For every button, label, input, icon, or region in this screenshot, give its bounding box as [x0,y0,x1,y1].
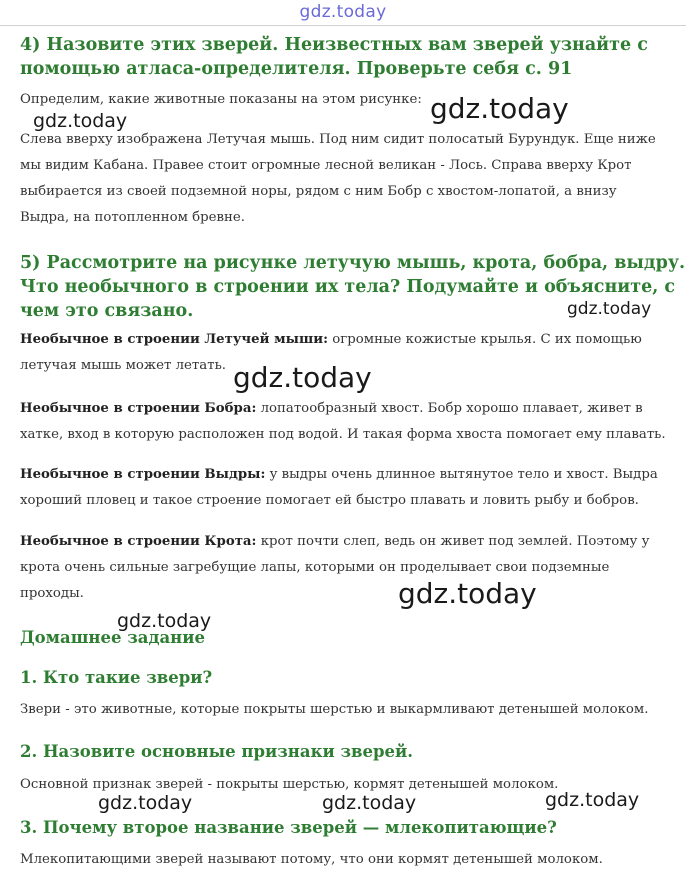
q5-mole-label: Необычное в строении Крота: [20,534,257,549]
q4-answer-line-1: Слева вверху изображена Летучая мышь. Под ним сидит полосатый Бурундук. Еще ниже [20,132,656,147]
q5-beaver-line-2: хатке, вход в которую расположен под водой. И такая форма хвоста помогает ему плавать. [20,427,666,442]
q4-title-line-1: 4) Назовите этих зверей. Неизвестных вам зверей узнайте с [20,35,648,55]
hw-q3-answer: Млекопитающими зверей называют потому, что они кормят детенышей молоком. [20,852,603,867]
q5-beaver-line-1 [20,396,680,422]
q5-mole-line-2: крота очень сильные загребущие лапы, которыми он проделывает свои подземные [20,560,610,575]
q5-otter-text: у выдры очень длинное вытянутое тело и хвост. Выдра [265,467,658,482]
watermark-text: gdz.today [117,610,212,632]
q5-otter-label: Необычное в строении Выдры: [20,467,266,482]
hw-q1-title: 1. Кто такие звери? [20,668,213,687]
watermark-text: gdz.today [98,792,193,814]
q5-bat-line-1 [20,327,680,353]
q5-mole-line-1 [20,529,680,555]
q5-otter-line-2: хороший пловец и такое строение помогает ей быстро плавать и ловить рыбу и бобров. [20,493,639,508]
hw-q1-answer: Звери - это животные, которые покрыты шерстью и выкармливают детенышей молоком. [20,702,649,717]
q5-beaver-text: лопатообразный хвост. Бобр хорошо плавает, живет в [256,401,643,416]
hw-q3-title: 3. Почему второе название зверей — млекопитающие? [20,818,557,837]
site-brand[interactable]: gdz.today [299,2,387,22]
q4-answer-line-3: выбирается из своей подземной норы, рядом с ним Бобр с хвостом-лопатой, а внизу [20,184,617,199]
watermark-text: gdz.today [322,792,417,814]
watermark-text: gdz.today [567,299,652,319]
q5-mole-line-3: проходы. [20,586,84,601]
hw-q2-answer: Основной признак зверей - покрыты шерстью, кормят детенышей молоком. [20,777,559,792]
q5-bat-text: огромные кожистые крылья. С их помощью [328,332,642,347]
watermark-text: gdz.today [430,92,569,125]
q4-answer-line-4: Выдра, на потопленном бревне. [20,210,245,225]
hw-q2-title: 2. Назовите основные признаки зверей. [20,742,413,761]
q4-intro: Определим, какие животные показаны на этом рисунке: [20,92,422,107]
q5-title-line-3: чем это связано. [20,301,194,321]
q4-title-line-2: помощью атласа-определителя. Проверьте себя с. 91 [20,59,573,79]
q5-mole-text: крот почти слеп, ведь он живет под землей. Поэтому у [256,534,650,549]
q5-bat-line-2: летучая мышь может летать. [20,358,227,373]
q5-title-line-1: 5) Рассмотрите на рисунке летучую мышь, крота, бобра, выдру. [20,253,686,273]
q5-title-line-2: Что необычного в строении их тела? Подумайте и объясните, с [20,277,676,297]
q5-beaver-label: Необычное в строении Бобра: [20,401,257,416]
watermark-text: gdz.today [33,110,128,132]
watermark-text: gdz.today [398,577,537,610]
q5-otter-line-1 [20,462,680,488]
q5-bat-label: Необычное в строении Летучей мыши: [20,332,329,347]
q4-answer-line-2: мы видим Кабана. Правее стоит огромные лесной великан - Лось. Справа вверху Крот [20,158,632,173]
watermark-text: gdz.today [233,361,372,394]
watermark-text: gdz.today [545,789,640,811]
homework-title: Домашнее задание [20,628,205,647]
top-divider [0,25,686,26]
